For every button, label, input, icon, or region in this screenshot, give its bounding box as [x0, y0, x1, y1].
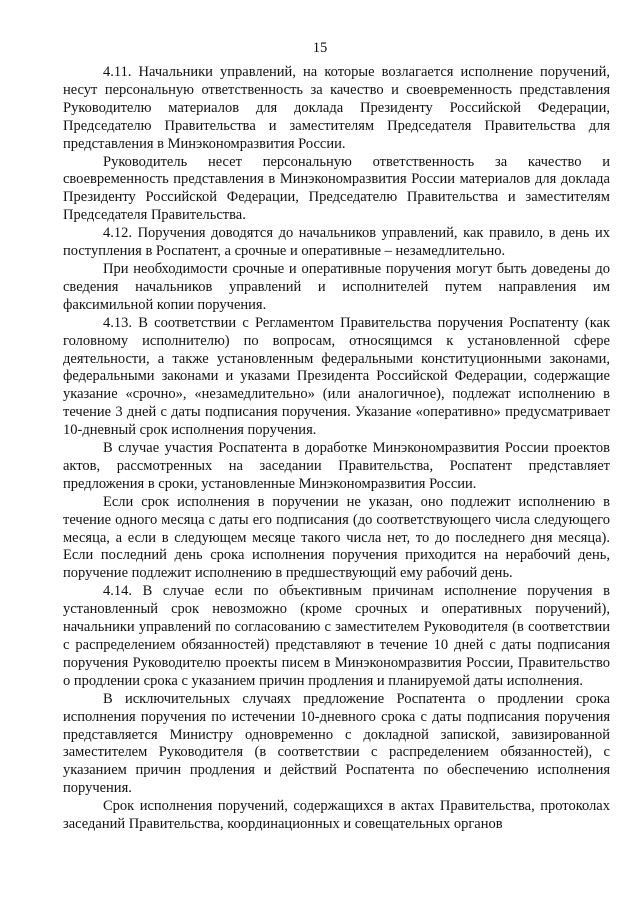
paragraph-4-12: 4.12. Поручения доводятся до начальников управлений, как правило, в день их поступления в Роспатент, а срочные и оперативные – незамедлительно.: [63, 225, 610, 260]
page-number: 15: [312, 40, 328, 56]
paragraph-exceptional-cases: В исключительных случаях предложение Роспатента о продлении срока исполнения поручения по истечении 10-дневного срока с даты подписания поручения представляется Министру одновременно с докладной запиской, завизированной заместителем Руководителя (в соответствии с распределением обязанностей), с указанием причин продления и действий Роспатента по обеспечению исполнения поручения.: [63, 690, 610, 797]
paragraph-4-13: 4.13. В соответствии с Регламентом Правительства поручения Роспатенту (как головному исполнителю) по вопросам, относящимся к установленной сфере деятельности, а также установленным федеральными конституционными законами, федеральными законами и указами Президента Российской Федерации, содержащие указание «срочно», «незамедлительно» (или аналогичное), подлежат исполнению в течение 3 дней с даты подписания поручения. Указание «оперативно» предусматривает 10-дневный срок исполнения поручения.: [63, 314, 610, 439]
document-body: [63, 64, 610, 834]
paragraph-default-deadline: Если срок исполнения в поручении не указан, оно подлежит исполнению в течение одного месяца с даты его подписания (до соответствующего числа следующего месяца, а если в следующем месяце такого числа нет, то до последнего дня месяца). Если последний день срока исполнения поручения приходится на нерабочий день, поручение подлежит исполнению в предшествующий ему рабочий день.: [63, 493, 610, 582]
paragraph-deadline-continued: Срок исполнения поручений, содержащихся в актах Правительства, протоколах заседаний Правительства, координационных и совещательных органов: [63, 798, 610, 833]
paragraph-draft-acts: В случае участия Роспатента в доработке Минэкономразвития России проектов актов, рассмотренных на заседании Правительства, Роспатент представляет предложения в сроки, установленные Минэкономразвития России.: [63, 440, 610, 492]
paragraph-fax-copy: При необходимости срочные и оперативные поручения могут быть доведены до сведения начальников управлений и исполнителей путем направления им факсимильной копии поручения.: [63, 260, 610, 313]
paragraph-4-11: 4.11. Начальники управлений, на которые возлагается исполнение поручений, несут персональную ответственность за качество и своевременность представления Руководителю материалов для доклада Президенту Российской Федерации, Председателю Правительства и заместителям Председателя Правительства для представления в Минэкономразвития России.: [63, 64, 610, 152]
paragraph-4-14: 4.14. В случае если по объективным причинам исполнение поручения в установленный срок невозможно (кроме срочных и оперативных поручений), начальники управлений по согласованию с заместителем Руководителя (в соответствии с распределением обязанностей) представляют в течение 10 дней с даты подписания поручения Руководителю проекты писем в Минэкономразвития России, Правительство о продлении срока с указанием причин продления и планируемой даты исполнения.: [63, 583, 610, 689]
paragraph-head-responsibility: Руководитель несет персональную ответственность за качество и своевременность представления в Минэкономразвития России материалов для доклада Президенту Российской Федерации, Председателю Правительства и заместителям Председателя Правительства.: [63, 153, 610, 224]
